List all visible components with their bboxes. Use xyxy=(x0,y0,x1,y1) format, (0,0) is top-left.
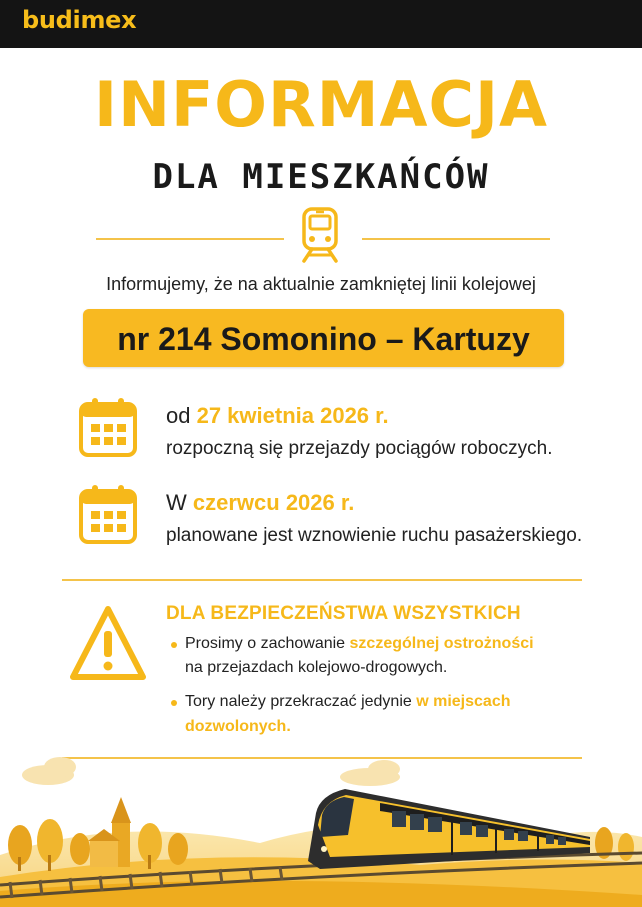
train-landscape-illustration xyxy=(0,745,642,907)
intro-text: Informujemy, że na aktualnie zamkniętej linii kolejowej xyxy=(106,274,536,294)
section-divider xyxy=(62,579,582,581)
warning-icon xyxy=(68,603,148,685)
bullet-dot xyxy=(171,700,177,706)
event-2-date: W czerwcu 2026 r. xyxy=(166,490,355,515)
page-subtitle: DLA MIESZKAŃCÓW xyxy=(152,157,490,197)
safety-bullet-2-line-2: dozwolonych. xyxy=(185,718,291,735)
divider-right xyxy=(362,238,550,240)
divider-left xyxy=(96,238,284,240)
event-2-description: planowane jest wznowienie ruchu pasażerskiego. xyxy=(166,525,583,546)
safety-bullet-1-line-2: na przejazdach kolejowo-drogowych. xyxy=(185,659,448,676)
train-icon xyxy=(300,207,340,263)
calendar-icon xyxy=(78,396,138,458)
safety-bullet-2-line-1: Tory należy przekraczać jedynie w miejscach xyxy=(185,693,511,710)
calendar-icon xyxy=(78,483,138,545)
page-title: INFORMACJA xyxy=(94,68,548,141)
event-1-date: od 27 kwietnia 2026 r. xyxy=(166,403,389,428)
safety-heading: DLA BEZPIECZEŃSTWA WSZYSTKICH xyxy=(166,603,521,624)
line-label-box xyxy=(83,309,564,367)
line-label: nr 214 Somonino – Kartuzy xyxy=(117,321,530,357)
event-1-description: rozpoczną się przejazdy pociągów roboczych. xyxy=(166,438,553,459)
top-bar xyxy=(0,0,642,48)
budimex-logo: budimex xyxy=(22,6,137,34)
bullet-dot xyxy=(171,642,177,648)
safety-bullet-1-line-1: Prosimy o zachowanie szczególnej ostrożności xyxy=(185,635,534,652)
